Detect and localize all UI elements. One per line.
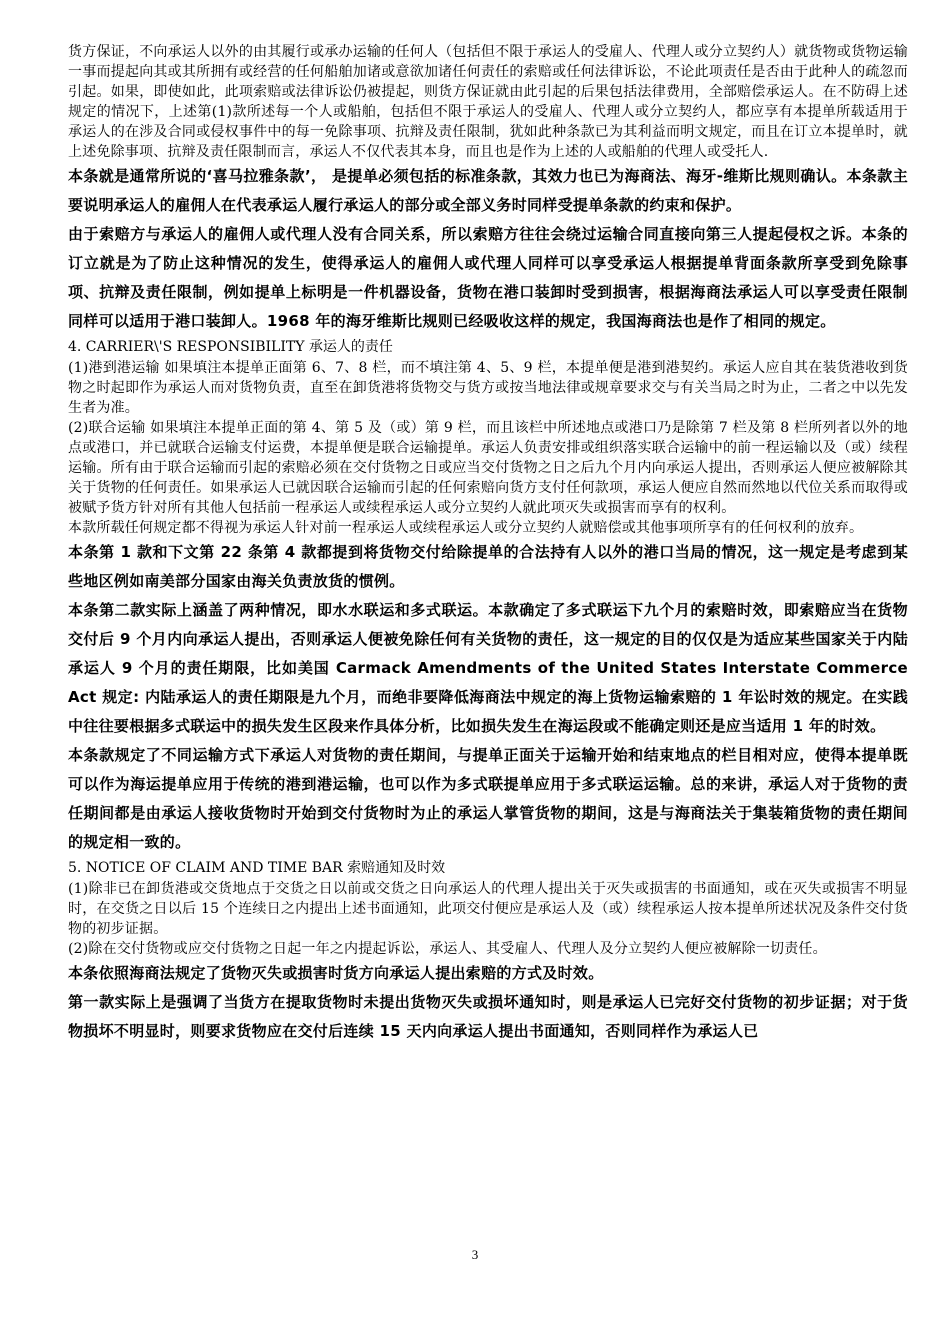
commentary-port-authority: 本条第 1 款和下文第 22 条第 4 款都提到将货物交付给除提单的合法持有人以外的港口当局的情况，这一规定是考虑到某些地区例如南美部分国家由海关负责放货的惯例。 — [68, 543, 908, 590]
clause-4-2: (2)联合运输 如果填注本提单正面的第 4、第 5 及（或）第 9 栏，而且该栏中所述地点或港口乃是除第 7 栏及第 8 栏所列者以外的地点或港口，并已就联合运输支付运费，本提单便是联合运输提单。承运人负责安排或组织落实联合运输中的前一程运输以及（或）续程运输。所有由于联合运输而引起的索赔必须在交付货物之日或应当交付货物之日之后九个月内向承运人提出，否则承运人便应被解除其关于货物的任何责任。如果承运人已就因联合运输而引起的任何索赔向货方支付任何款项，承运人便应自然而然地以代位关系而取得或被赋予货方针对所有其他人包括前一程承运人或续程承运人或分立契约人就此项灭失或损害而享有的权利。 — [68, 420, 908, 516]
section-heading-5: 5. NOTICE OF CLAIM AND TIME BAR 索赔通知及时效 — [68, 860, 446, 876]
commentary-tort-claims: 由于索赔方与承运人的雇佣人或代理人没有合同关系，所以索赔方往往会绕过运输合同直接向第三人提起侵权之诉。本条的订立就是为了防止这种情况的发生，使得承运人的雇佣人或代理人同样可以享受承运人根据提单背面条款所享受到免除事项、抗辩及责任限制，例如提单上标明是一件机器设备，货物在港口装卸时受到损害，根据海商法承运人可以享受责任限制同样可以适用于港口装卸人。1968 年的海牙维斯比规则已经吸收这样的规定，我国海商法也是作了相同的规定。 — [68, 225, 908, 330]
document-body — [68, 42, 908, 1046]
page-number: 3 — [471, 1247, 479, 1262]
clause-5-1: (1)除非已在卸货港或交货地点于交货之日以前或交货之日向承运人的代理人提出关于灭失或损害的书面通知，或在灭失或损害不明显时，在交货之日以后 15 个连续日之内提出上述书面通知，此项交付便应是承运人及（或）续程承运人按本提单所述状况及条件交付货物的初步证据。 — [68, 881, 908, 937]
commentary-notice-evidence: 第一款实际上是强调了当货方在提取货物时未提出货物灭失或损坏通知时，则是承运人已完好交付货物的初步证据；对于货物损坏不明显时，则要求货物应在交付后连续 15 天内向承运人提出书面通知，否则同样作为承运人已 — [68, 993, 908, 1040]
section-heading-4: 4. CARRIER\'S RESPONSIBILITY 承运人的责任 — [68, 339, 393, 355]
clause-4-note: 本款所载任何规定都不得视为承运人针对前一程承运人或续程承运人或分立契约人就赔偿或其他事项所享有的任何权利的放弃。 — [68, 520, 864, 536]
commentary-claim-method: 本条依照海商法规定了货物灭失或损害时货方向承运人提出索赔的方式及时效。 — [68, 964, 604, 982]
commentary-responsibility-period: 本条款规定了不同运输方式下承运人对货物的责任期间，与提单正面关于运输开始和结束地点的栏目相对应，使得本提单既可以作为海运提单应用于传统的港到港运输，也可以作为多式联提单应用于多式联运运输。总的来讲，承运人对于货物的责任期间都是由承运人接收货物时开始到交付货物时为止的承运人掌管货物的期间，这是与海商法关于集装箱货物的责任期间的规定相一致的。 — [68, 746, 908, 851]
commentary-himalaya-clause: 本条就是通常所说的‘喜马拉雅条款’， 是提单必须包括的标准条款，其效力也已为海商法、海牙-维斯比规则确认。本条款主要说明承运人的雇佣人在代表承运人履行承运人的部分或全部义务时同样受提单条款的约束和保护。 — [68, 167, 908, 214]
clause-3-continuation: 货方保证，不向承运人以外的由其履行或承办运输的任何人（包括但不限于承运人的受雇人、代理人或分立契约人）就货物或货物运输一事而提起向其或其所拥有或经营的任何船舶加诸或意欲加诸任何责任的索赔或任何法律诉讼，不论此项责任是否由于此种人的疏忽而引起。如果，即使如此，此项索赔或法律诉讼仍被提起，则货方保证就由此引起的后果包括法律费用，全部赔偿承运人。在不防碍上述规定的情况下，上述第(1)款所述每一个人或船舶，包括但不限于承运人的受雇人、代理人或分立契约人，都应享有本提单所载适用于承运人的在涉及合同或侵权事件中的每一免除事项、抗辩及责任限制，犹如此种条款已为其利益而明文规定，而且在订立本提单时，就上述免除事项、抗辩及责任限制而言，承运人不仅代表其本身，而且也是作为上述的人或船舶的代理人或受托人. — [68, 44, 908, 160]
clause-5-2: (2)除在交付货物或应交付货物之日起一年之内提起诉讼，承运人、其受雇人、代理人及分立契约人便应被解除一切责任。 — [68, 941, 827, 957]
clause-4-1: (1)港到港运输 如果填注本提单正面第 6、7、8 栏，而不填注第 4、5、9 栏，本提单便是港到港契约。承运人应自其在装货港收到货物之时起即作为承运人而对货物负责，直至在卸货港将货物交与货方或按当地法律或规章要求交与有关当局之时为止，二者之中以先发生者为准。 — [68, 360, 908, 416]
commentary-multimodal-time-bar: 本条第二款实际上涵盖了两种情况，即水水联运和多式联运。本款确定了多式联运下九个月的索赔时效，即索赔应当在货物交付后 9 个月内向承运人提出，否则承运人便被免除任何有关货物的责任，这一规定的目的仅仅是为适应某些国家关于内陆承运人 9 个月的责任期限，比如美国 Carmack Amendments of the United States Interstate Commerce Act 规定: 内陆承运人的责任期限是九个月，而绝非要降低海商法中规定的海上货物运输索赔的 1 年讼时效的规定。在实践中往往要根据多式联运中的损失发生区段来作具体分析，比如损失发生在海运段或不能确定则还是应当适用 1 年的时效。 — [68, 601, 908, 735]
